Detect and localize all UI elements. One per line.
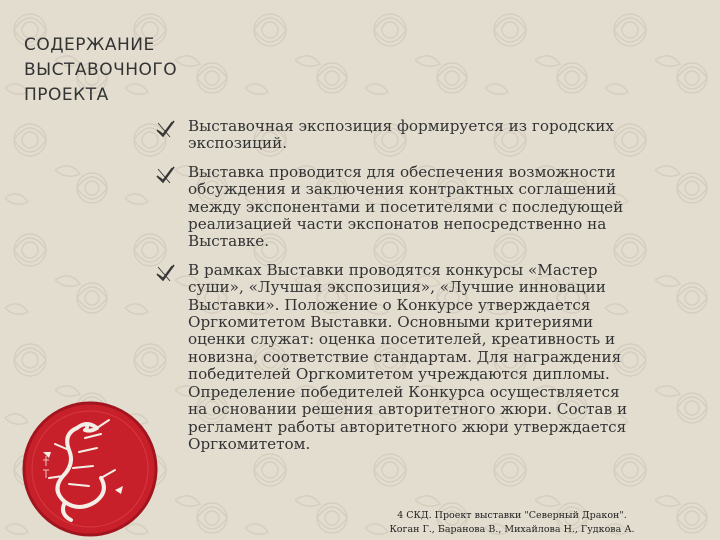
check-bullet-icon bbox=[154, 164, 176, 186]
bullet-line: В рамках Выставки проводятся конкурсы «Мастер bbox=[188, 260, 598, 279]
slide-title bbox=[24, 33, 244, 108]
bullet-line: регламент работы авторитетного жюри утверждается bbox=[188, 417, 627, 436]
title-line: СОДЕРЖАНИЕ bbox=[24, 35, 155, 55]
footer-line: 4 СКД. Проект выставки "Северный Дракон". bbox=[397, 510, 627, 521]
bullet-item bbox=[152, 262, 692, 453]
dragon-emblem-logo bbox=[19, 398, 161, 540]
bullet-line: новизна, соответствие стандартам. Для награждения bbox=[188, 347, 622, 366]
bullet-list bbox=[152, 118, 692, 464]
bullet-text bbox=[188, 118, 692, 153]
bullet-line: Выставки». Положение о Конкурсе утверждается bbox=[188, 295, 591, 314]
bullet-line: Выставке. bbox=[188, 232, 270, 251]
bullet-line: реализацией части экспонатов непосредственно на bbox=[188, 215, 607, 234]
bullet-text bbox=[188, 164, 692, 251]
title-line: ВЫСТАВОЧНОГО bbox=[24, 60, 178, 80]
footer-credits bbox=[352, 509, 672, 537]
bullet-line: суши», «Лучшая экспозиция», «Лучшие инновации bbox=[188, 278, 606, 297]
bullet-line: оценки служат: оценка посетителей, креативность и bbox=[188, 330, 616, 349]
bullet-line: Оргкомитетом Выставки. Основными критериями bbox=[188, 313, 594, 332]
bullet-line: Оргкомитетом. bbox=[188, 434, 311, 453]
check-bullet-icon bbox=[154, 118, 176, 140]
bullet-item bbox=[152, 118, 692, 153]
check-bullet-icon bbox=[154, 262, 176, 284]
bullet-line: между экспонентами и посетителями с последующей bbox=[188, 197, 624, 216]
bullet-line: Выставка проводится для обеспечения возможности bbox=[188, 162, 616, 181]
footer-line: Коган Г., Баранова В., Михайлова Н., Гудкова А. bbox=[389, 524, 635, 535]
bullet-line: победителей Оргкомитетом учреждаются дипломы. bbox=[188, 365, 610, 384]
bullet-item bbox=[152, 164, 692, 251]
bullet-text bbox=[188, 262, 692, 453]
bullet-line: Выставочная экспозиция формируется из городских bbox=[188, 117, 614, 135]
title-line: ПРОЕКТА bbox=[24, 85, 109, 105]
bullet-line: экспозиций. bbox=[188, 134, 288, 153]
bullet-line: обсуждения и заключения контрактных соглашений bbox=[188, 180, 617, 199]
bullet-line: на основании решения авторитетного жюри. Состав и bbox=[188, 400, 628, 419]
bullet-line: Определение победителей Конкурса осуществляется bbox=[188, 382, 620, 401]
